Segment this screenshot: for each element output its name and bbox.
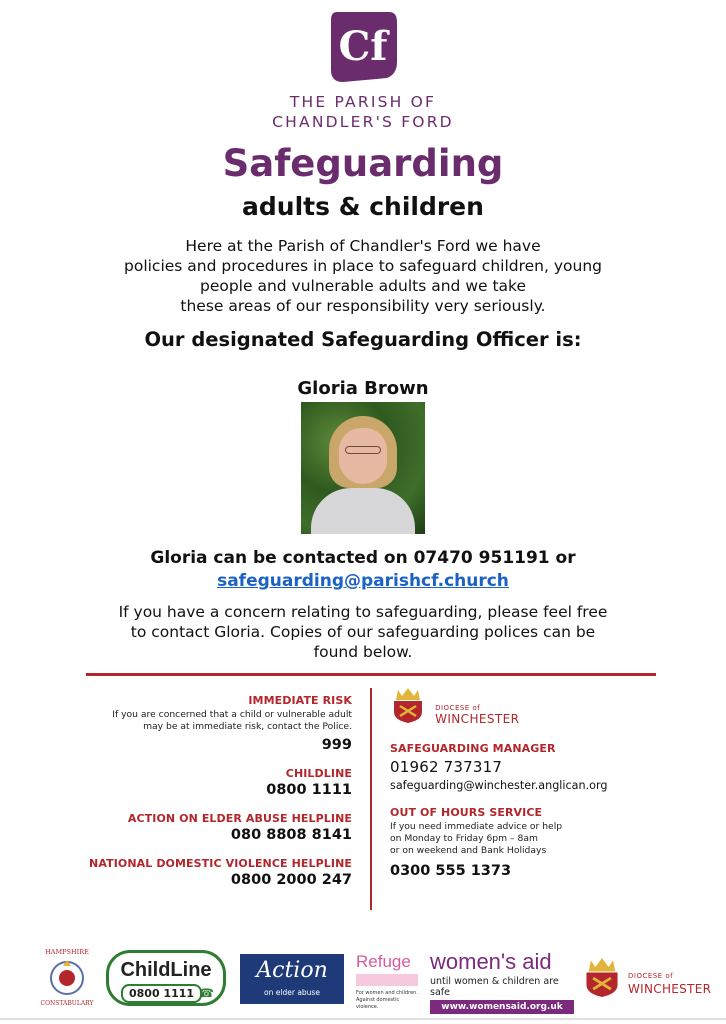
childline-footer-number: 0800 1111 bbox=[121, 984, 202, 1003]
immediate-risk-number: 999 bbox=[321, 737, 352, 753]
photo-face bbox=[339, 428, 387, 484]
diocese-logo bbox=[390, 686, 650, 726]
diocese-small-text: DIOCESE of bbox=[435, 704, 481, 712]
contact-email-link[interactable]: safeguarding@parishcf.church bbox=[217, 571, 509, 591]
hampshire-bottom-text: CONSTABULARY bbox=[40, 1000, 94, 1007]
out-of-hours-text-2: on Monday to Friday 6pm – 8am bbox=[390, 833, 538, 844]
childline-logo bbox=[106, 950, 226, 1006]
contact-line: Gloria can be contacted on 07470 951191 or bbox=[150, 548, 576, 568]
parish-line-2: CHANDLER'S FORD bbox=[272, 113, 454, 131]
contact-block bbox=[0, 547, 726, 593]
intro-line-1: Here at the Parish of Chandler's Ford we have bbox=[185, 237, 541, 255]
refuge-sub-2: Against domestic violence. bbox=[356, 997, 400, 1010]
parish-logo bbox=[0, 8, 726, 86]
out-of-hours-text-1: If you need immediate advice or help bbox=[390, 821, 563, 832]
elder-abuse-number: 080 8808 8141 bbox=[230, 827, 352, 843]
concern-line-3: found below. bbox=[313, 643, 413, 661]
childline-name: ChildLine bbox=[120, 959, 212, 981]
section-divider bbox=[86, 673, 656, 676]
safeguarding-manager-number: 01962 737317 bbox=[390, 758, 503, 776]
womens-aid-sub: until women & children are safe bbox=[430, 976, 559, 998]
diocese-wordmark bbox=[435, 704, 519, 726]
photo-body bbox=[311, 488, 415, 534]
intro-line-2: policies and procedures in place to safeguard children, young bbox=[124, 257, 602, 275]
refuge-name: Refuge bbox=[356, 952, 411, 971]
safeguarding-manager-heading: SAFEGUARDING MANAGER bbox=[390, 742, 556, 755]
immediate-risk-text-2: may be at immediate risk, contact the Police. bbox=[143, 721, 352, 732]
diocese-footer-small: DIOCESE of bbox=[628, 972, 674, 980]
photo-glasses bbox=[345, 446, 381, 454]
out-of-hours-text-3: or on weekend and Bank Holidays bbox=[390, 845, 547, 856]
action-name: Action bbox=[256, 958, 328, 983]
hampshire-top-text: HAMPSHIRE bbox=[45, 948, 89, 956]
womens-aid-name: women's aid bbox=[430, 949, 552, 974]
officer-heading: Our designated Safeguarding Officer is: bbox=[144, 328, 582, 351]
out-of-hours-heading: OUT OF HOURS SERVICE bbox=[390, 806, 543, 819]
elder-abuse-heading: ACTION ON ELDER ABUSE HELPLINE bbox=[127, 812, 352, 825]
childline-number: 0800 1111 bbox=[266, 782, 352, 798]
refuge-sub-1: For women and children. bbox=[356, 990, 418, 996]
diocese-footer-crest-icon bbox=[582, 952, 622, 1002]
diocese-name: WINCHESTER bbox=[435, 712, 520, 726]
womens-aid-logo bbox=[430, 949, 574, 1012]
intro-text bbox=[60, 236, 666, 316]
page-title: Safeguarding bbox=[222, 142, 504, 185]
safeguarding-manager-email: safeguarding@winchester.anglican.org bbox=[390, 779, 608, 792]
helplines-panel bbox=[88, 694, 352, 888]
action-on-elder-abuse-logo bbox=[240, 954, 344, 1004]
childline-heading: CHILDLINE bbox=[285, 767, 352, 780]
intro-line-4: these areas of our responsibility very seriously. bbox=[180, 297, 546, 315]
partner-logos bbox=[30, 946, 710, 1012]
action-sub: on elder abuse bbox=[264, 988, 320, 997]
phone-icon: ☎ bbox=[199, 986, 214, 1000]
page-subtitle: adults & children bbox=[242, 192, 484, 221]
diocese-panel bbox=[390, 686, 650, 879]
refuge-logo bbox=[356, 952, 418, 1010]
immediate-risk-heading: IMMEDIATE RISK bbox=[248, 694, 352, 707]
diocese-footer-logo bbox=[582, 950, 710, 1006]
parish-logo-icon bbox=[327, 8, 399, 82]
diocese-crest-icon bbox=[390, 686, 426, 724]
hampshire-constabulary-logo bbox=[36, 946, 98, 1010]
officer-name: Gloria Brown bbox=[297, 378, 429, 399]
refuge-band bbox=[356, 974, 418, 986]
domestic-violence-number: 0800 2000 247 bbox=[230, 872, 352, 888]
parish-line-1: THE PARISH OF bbox=[289, 93, 437, 111]
officer-photo bbox=[301, 402, 425, 534]
logo-letters: Cf bbox=[338, 23, 388, 70]
concern-line-2: to contact Gloria. Copies of our safeguarding polices can be bbox=[130, 623, 596, 641]
concern-line-1: If you have a concern relating to safeguarding, please feel free bbox=[118, 603, 608, 621]
column-divider bbox=[370, 688, 372, 910]
intro-line-3: people and vulnerable adults and we take bbox=[199, 277, 526, 295]
out-of-hours-number: 0300 555 1373 bbox=[390, 863, 512, 879]
womens-aid-url[interactable]: www.womensaid.org.uk bbox=[430, 1000, 574, 1014]
immediate-risk-text-1: If you are concerned that a child or vulnerable adult bbox=[112, 709, 352, 720]
concern-text bbox=[90, 602, 636, 662]
page-bottom-border bbox=[0, 1018, 726, 1020]
domestic-violence-heading: NATIONAL DOMESTIC VIOLENCE HELPLINE bbox=[89, 857, 352, 870]
parish-name bbox=[0, 92, 726, 132]
diocese-footer-name: WINCHESTER bbox=[628, 982, 712, 996]
